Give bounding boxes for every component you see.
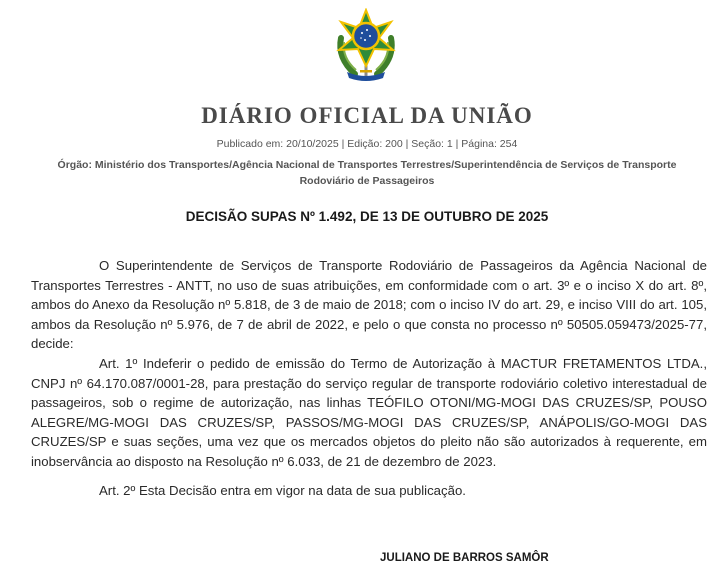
decision-title: DECISÃO SUPAS Nº 1.492, DE 13 DE OUTUBRO DE 2025 (185, 209, 549, 224)
signature: JULIANO DE BARROS SAMÔR (380, 552, 549, 564)
paragraph-article-1: Art. 1º Indeferir o pedido de emissão do Termo de Autorização à MACTUR FRETAMENTOS LTDA., CNPJ nº 64.170.087/0001-28, para prestação do serviço regular de transporte rodoviário coletivo interestadual de passageiros, sob o regime de autorização, nas linhas TEÓFILO OTONI/MG-MOGI DAS CRUZES/SP, POUSO ALEGRE/MG-MOGI DAS CRUZES/SP, PASSOS/MG-MOGI DAS CRUZES/SP, ANÁPOLIS/GO-MOGI DAS CRUZES/SP e suas seções, uma vez que os mercados objetos do pleito não são autorizados à requerente, em inobservância ao disposto na Resolução nº 6.033, de 21 de dezembro de 2023. (31, 355, 707, 469)
page-title: DIÁRIO OFICIAL DA UNIÃO (201, 103, 533, 128)
orgao-line: Órgão: Ministério dos Transportes/Agência Nacional de Transportes Terrestres/Superintendência de Serviços de Transporte Rodoviário de Passageiros (57, 159, 677, 187)
brazil-coat-of-arms-icon (327, 8, 405, 84)
document-body (31, 256, 707, 500)
paragraph-article-2: Art. 2º Esta Decisão entra em vigor na data de sua publicação. (99, 482, 466, 498)
publication-info: Publicado em: 20/10/2025 | Edição: 200 | Seção: 1 | Página: 254 (216, 138, 518, 150)
paragraph-preamble: O Superintendente de Serviços de Transporte Rodoviário de Passageiros da Agência Nacional de Transportes Terrestres - ANTT, no uso de suas atribuições, em conformidade com o art. 3º e o inciso X do art. 8º, ambos do Anexo da Resolução nº 5.818, de 3 de maio de 2018; com o inciso IV do art. 29, e inciso VIII do art. 105, ambos da Resolução nº 5.976, de 7 de abril de 2022, e pelo o que consta no processo nº 50505.059473/2025-77, decide: (31, 258, 707, 352)
